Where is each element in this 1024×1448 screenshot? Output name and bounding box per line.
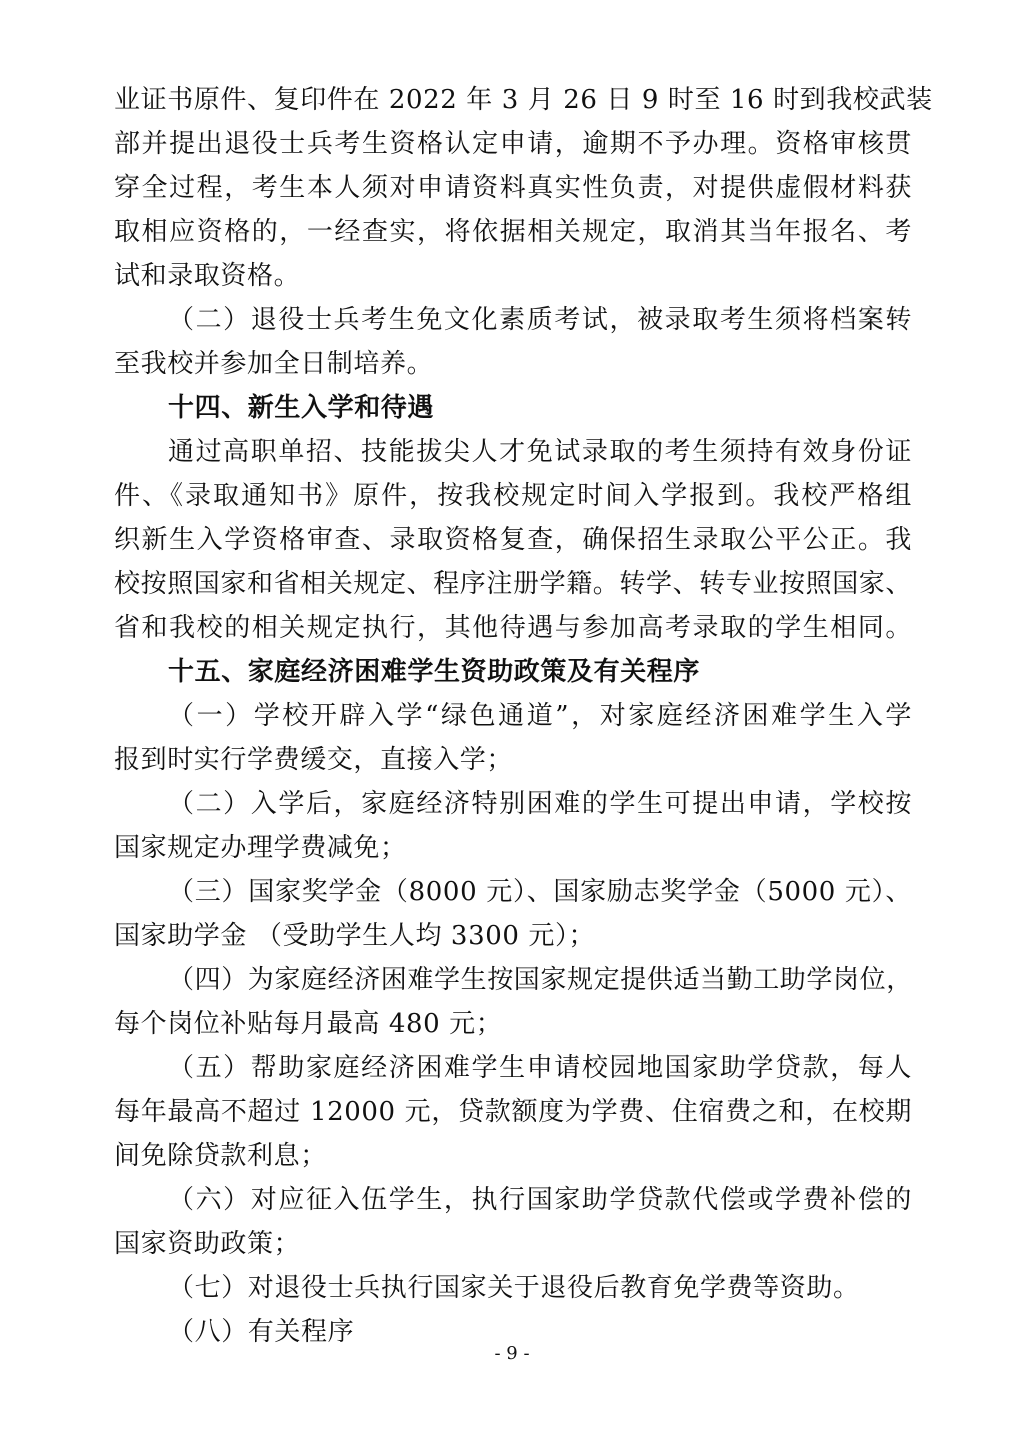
section-heading: 十五、家庭经济困难学生资助政策及有关程序 <box>168 657 701 687</box>
text-line: 国家规定办理学费减免； <box>114 833 407 863</box>
text-line: （二）入学后，家庭经济特别困难的学生可提出申请，学校按 <box>168 789 912 819</box>
text-line: （三）国家奖学金（8000 元）、国家励志奖学金（5000 元）、 <box>168 877 912 907</box>
text-line: 国家资助政策； <box>114 1229 301 1259</box>
text-line: 每个岗位补贴每月最高 480 元； <box>114 1009 503 1039</box>
text-line: 业证书原件、复印件在 2022 年 3 月 26 日 9 时至 16 时到我校武装 <box>114 85 933 115</box>
text-line: 省和我校的相关规定执行，其他待遇与参加高考录取的学生相同。 <box>114 613 912 643</box>
text-line: 织新生入学资格审查、录取资格复查，确保招生录取公平公正。我 <box>114 525 912 555</box>
text-line: 试和录取资格。 <box>114 261 301 291</box>
text-line: 至我校并参加全日制培养。 <box>114 349 434 379</box>
text-line: 国家助学金 （受助学生人均 3300 元）； <box>114 921 596 951</box>
text-line: （二）退役士兵考生免文化素质考试，被录取考生须将档案转 <box>168 305 912 335</box>
text-line: （八）有关程序 <box>168 1317 355 1347</box>
text-line: （六）对应征入伍学生，执行国家助学贷款代偿或学费补偿的 <box>168 1185 912 1215</box>
text-line: （一）学校开辟入学“绿色通道”，对家庭经济困难学生入学 <box>168 701 912 731</box>
text-line: 穿全过程，考生本人须对申请资料真实性负责，对提供虚假材料获 <box>114 173 912 203</box>
text-line: 通过高职单招、技能拔尖人才免试录取的考生须持有效身份证 <box>168 437 912 467</box>
text-line: 报到时实行学费缓交，直接入学； <box>114 745 514 775</box>
text-line: 部并提出退役士兵考生资格认定申请，逾期不予办理。资格审核贯 <box>114 129 912 159</box>
text-line: 取相应资格的，一经查实，将依据相关规定，取消其当年报名、考 <box>114 217 912 247</box>
text-line: 件、《录取通知书》原件，按我校规定时间入学报到。我校严格组 <box>114 481 912 511</box>
section-heading: 十四、新生入学和待遇 <box>168 393 435 423</box>
text-line: 校按照国家和省相关规定、程序注册学籍。转学、转专业按照国家、 <box>114 569 913 599</box>
text-line: （五）帮助家庭经济困难学生申请校园地国家助学贷款，每人 <box>168 1053 912 1083</box>
page-number: - 9 - <box>494 1343 530 1364</box>
text-line: 每年最高不超过 12000 元，贷款额度为学费、住宿费之和，在校期 <box>114 1097 912 1127</box>
text-line: （四）为家庭经济困难学生按国家规定提供适当勤工助学岗位， <box>168 965 913 995</box>
text-line: 间免除贷款利息； <box>114 1141 327 1171</box>
text-line: （七）对退役士兵执行国家关于退役后教育免学费等资助。 <box>168 1273 860 1303</box>
